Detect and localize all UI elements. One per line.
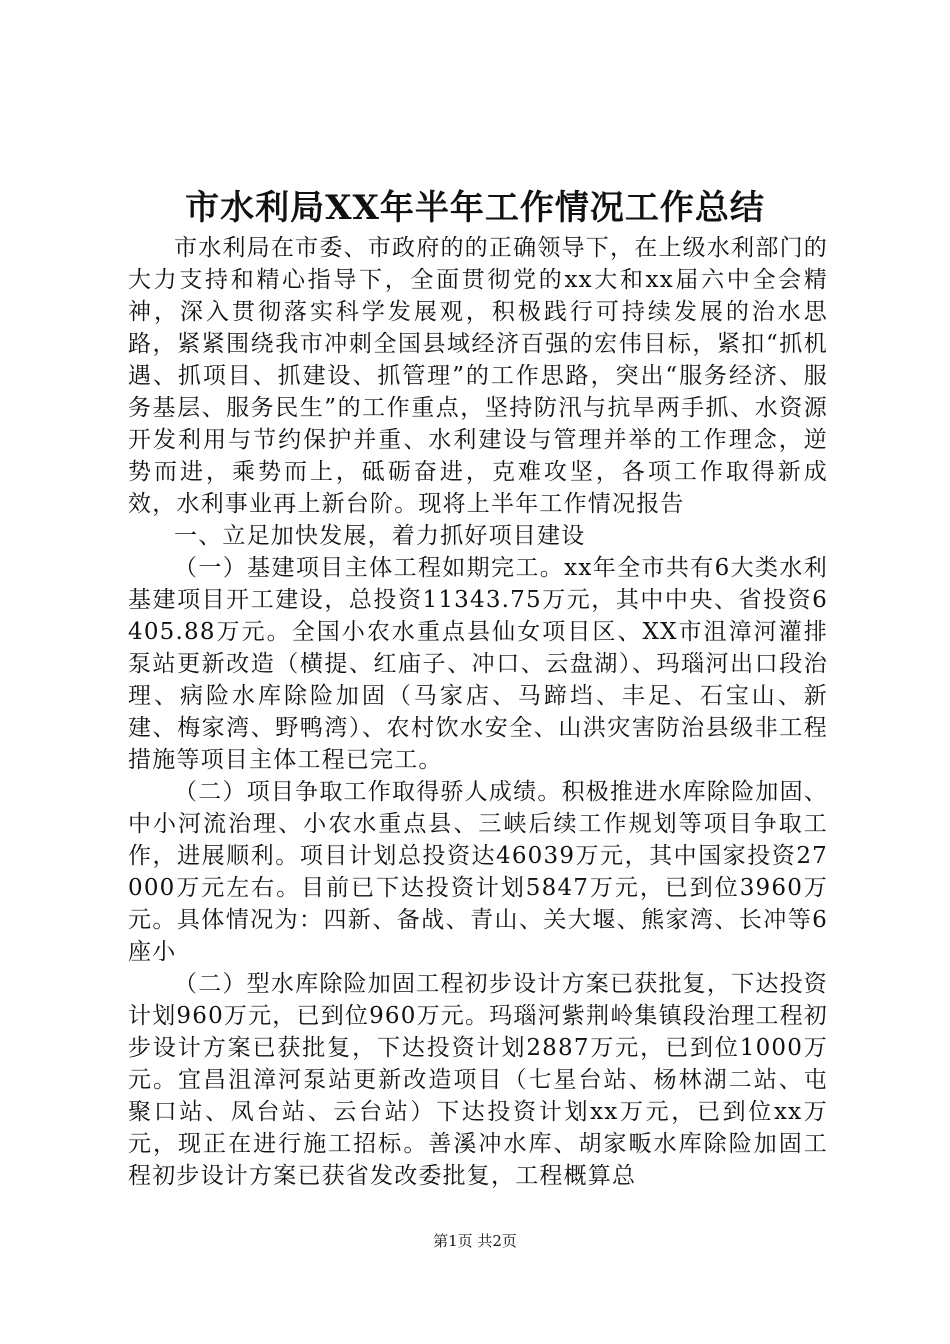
page-footer: 第1页 共2页 (433, 1232, 517, 1250)
document-body (128, 232, 828, 1192)
paragraph-intro: 市水利局在市委、市政府的的正确领导下，在上级水利部门的大力支持和精心指导下，全面贯彻党的xx大和xx届六中全会精神，深入贯彻落实科学发展观，积极践行可持续发展的治水思路，紧紧围绕我市冲刺全国县域经济百强的宏伟目标，紧扣“抓机遇、抓项目、抓建设、抓管理”的工作思路，突出“服务经济、服务基层、服务民生”的工作重点，坚持防汛与抗旱两手抓、水资源开发利用与节约保护并重、水利建设与管理并举的工作理念，逆势而进，乘势而上，砥砺奋进，克难攻坚，各项工作取得新成效，水利事业再上新台阶。现将上半年工作情况报告 (128, 235, 828, 517)
paragraph-item-1: （一）基建项目主体工程如期完工。xx年全市共有6大类水利基建项目开工建设，总投资11343.75万元，其中中央、省投资6405.88万元。全国小农水重点县仙女项目区、XX市沮漳河灌排泵站更新改造（横提、红庙子、冲口、云盘湖）、玛瑙河出口段治理、病险水库除险加固（马家店、马蹄垱、丰足、石宝山、新建、梅家湾、野鸭湾）、农村饮水安全、山洪灾害防治县级非工程措施等项目主体工程已完工。 (128, 555, 828, 773)
section-heading: 一、立足加快发展，着力抓好项目建设 (174, 523, 586, 549)
document-title: 市水利局XX年半年工作情况工作总结 (185, 188, 765, 228)
paragraph-item-2: （二）项目争取工作取得骄人成绩。积极推进水库除险加固、中小河流治理、小农水重点县、三峡后续工作规划等项目争取工作，进展顺利。项目计划总投资达46039万元，其中国家投资27000万元左右。目前已下达投资计划5847万元，已到位3960万元。具体情况为：四新、备战、青山、关大堰、熊家湾、长冲等6座小 (128, 779, 828, 965)
paragraph-item-3: （二）型水库除险加固工程初步设计方案已获批复，下达投资计划960万元，已到位960万元。玛瑙河紫荆岭集镇段治理工程初步设计方案已获批复，下达投资计划2887万元，已到位1000万元。宜昌沮漳河泵站更新改造项目（七星台站、杨林湖二站、屯聚口站、凤台站、云台站）下达投资计划xx万元，已到位xx万元，现正在进行施工招标。善溪冲水库、胡家畈水库除险加固工程初步设计方案已获省发改委批复，工程概算总 (128, 971, 828, 1189)
